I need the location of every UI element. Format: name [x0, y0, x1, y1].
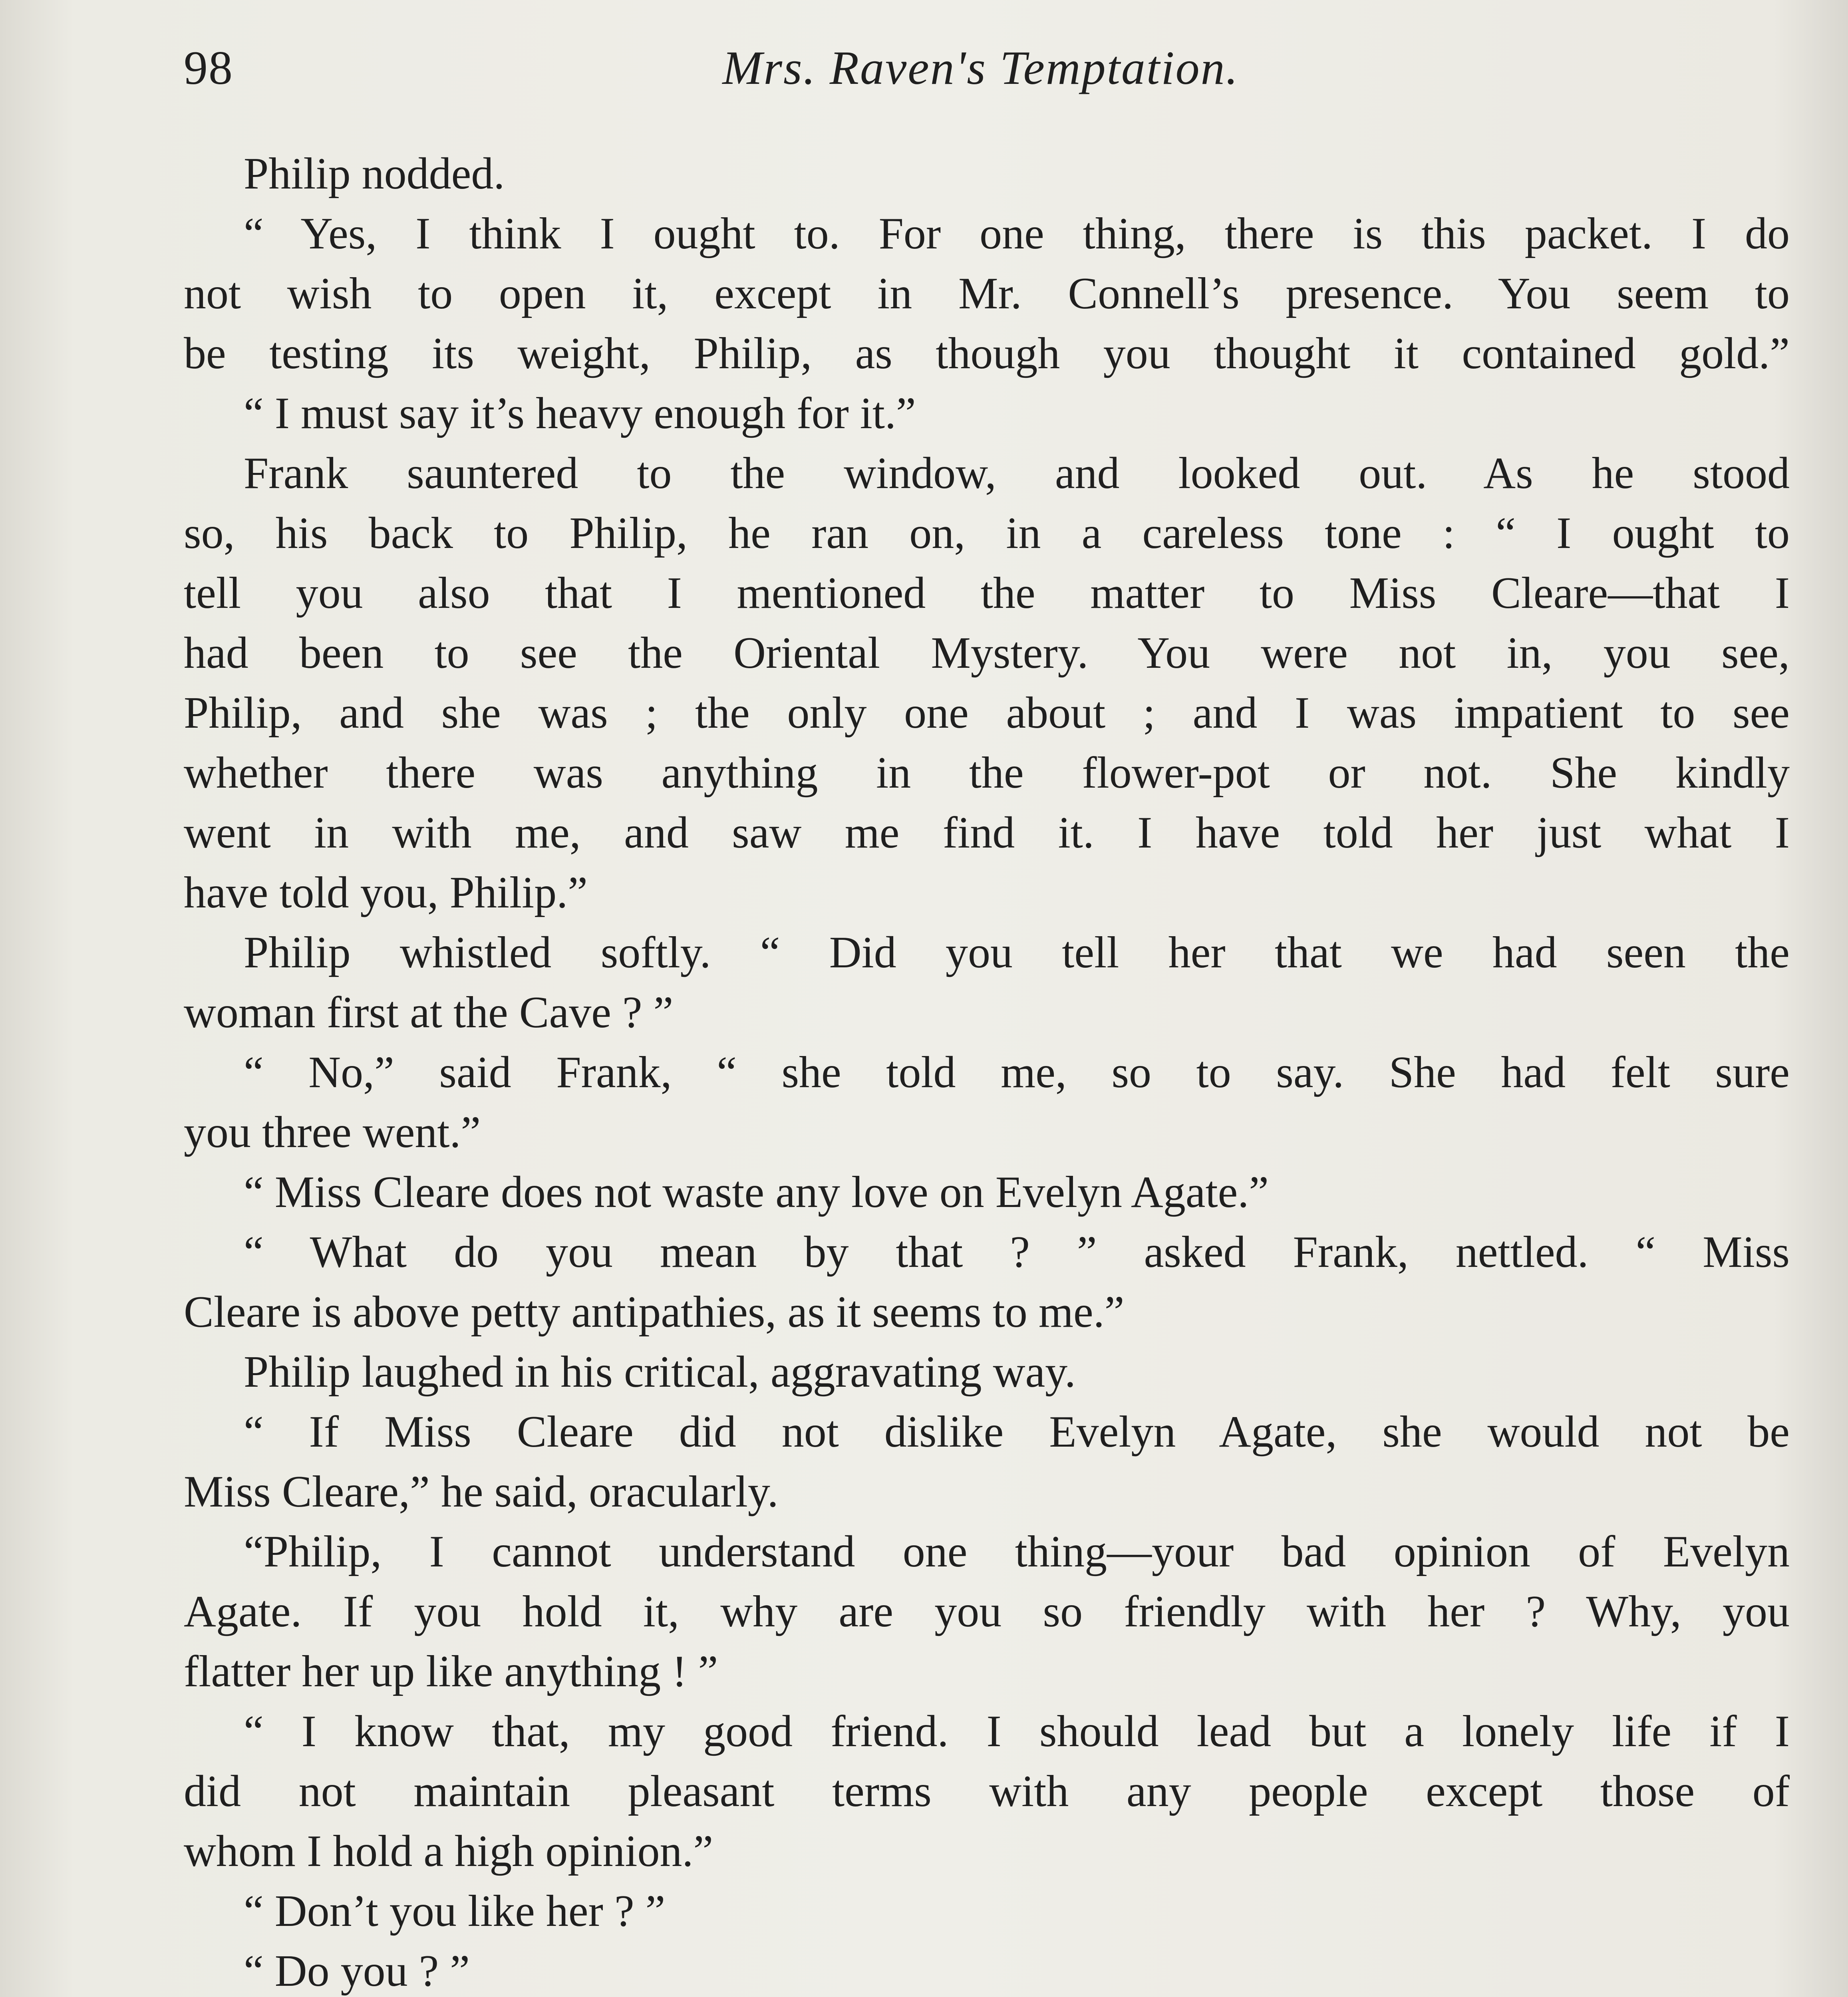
text-line: “ Yes, I think I ought to. For one thing, there is this packet. I do — [244, 209, 1790, 258]
text-line: Philip whistled softly. “ Did you tell her that we had seen the — [244, 928, 1790, 977]
text-line: be testing its weight, Philip, as though you thought it contained gold.” — [184, 329, 1790, 378]
text-line: woman first at the Cave ? ” — [184, 988, 674, 1037]
text-line: Philip laughed in his critical, aggravating way. — [244, 1347, 1076, 1397]
running-title: Mrs. Raven's Temptation. — [722, 41, 1239, 94]
text-line: “ If Miss Cleare did not dislike Evelyn Agate, she would not be — [244, 1407, 1790, 1457]
text-line: “ Don’t you like her ? ” — [244, 1886, 666, 1936]
text-line: whom I hold a high opinion.” — [184, 1826, 713, 1876]
text-line: Frank sauntered to the window, and looked out. As he stood — [244, 449, 1790, 498]
text-line: “ What do you mean by that ? ” asked Frank, nettled. “ Miss — [244, 1227, 1790, 1277]
text-line: Agate. If you hold it, why are you so friendly with her ? Why, you — [184, 1587, 1790, 1636]
body-text — [184, 144, 1790, 1997]
text-line: had been to see the Oriental Mystery. You were not in, you see, — [184, 628, 1790, 678]
page-number: 98 — [184, 41, 233, 94]
text-line: did not maintain pleasant terms with any people except those of — [184, 1767, 1790, 1816]
text-line: tell you also that I mentioned the matter to Miss Cleare—that I — [184, 568, 1790, 618]
text-line: went in with me, and saw me find it. I have told her just what I — [184, 808, 1790, 858]
text-line: Philip nodded. — [244, 149, 505, 199]
page-header — [184, 38, 1778, 118]
text-line: “ Miss Cleare does not waste any love on Evelyn Agate.” — [244, 1167, 1269, 1217]
text-line: Philip, and she was ; the only one about ; and I was impatient to see — [184, 688, 1790, 738]
text-line: “ I must say it’s heavy enough for it.” — [244, 389, 916, 438]
text-line: “ I know that, my good friend. I should lead but a lonely life if I — [244, 1707, 1790, 1756]
text-line: so, his back to Philip, he ran on, in a careless tone : “ I ought to — [184, 508, 1790, 558]
text-line: flatter her up like anything ! ” — [184, 1647, 718, 1696]
text-line: “Philip, I cannot understand one thing—your bad opinion of Evelyn — [244, 1527, 1790, 1576]
text-line: not wish to open it, except in Mr. Connell’s presence. You seem to — [184, 269, 1790, 318]
text-line: whether there was anything in the flower-pot or not. She kindly — [184, 748, 1790, 798]
text-line: Miss Cleare,” he said, oracularly. — [184, 1467, 779, 1517]
text-line: “ No,” said Frank, “ she told me, so to say. She had felt sure — [244, 1048, 1790, 1097]
text-line: Cleare is above petty antipathies, as it seems to me.” — [184, 1287, 1125, 1337]
text-line: have told you, Philip.” — [184, 868, 588, 917]
text-line: you three went.” — [184, 1108, 481, 1157]
text-line: “ Do you ? ” — [244, 1946, 470, 1996]
